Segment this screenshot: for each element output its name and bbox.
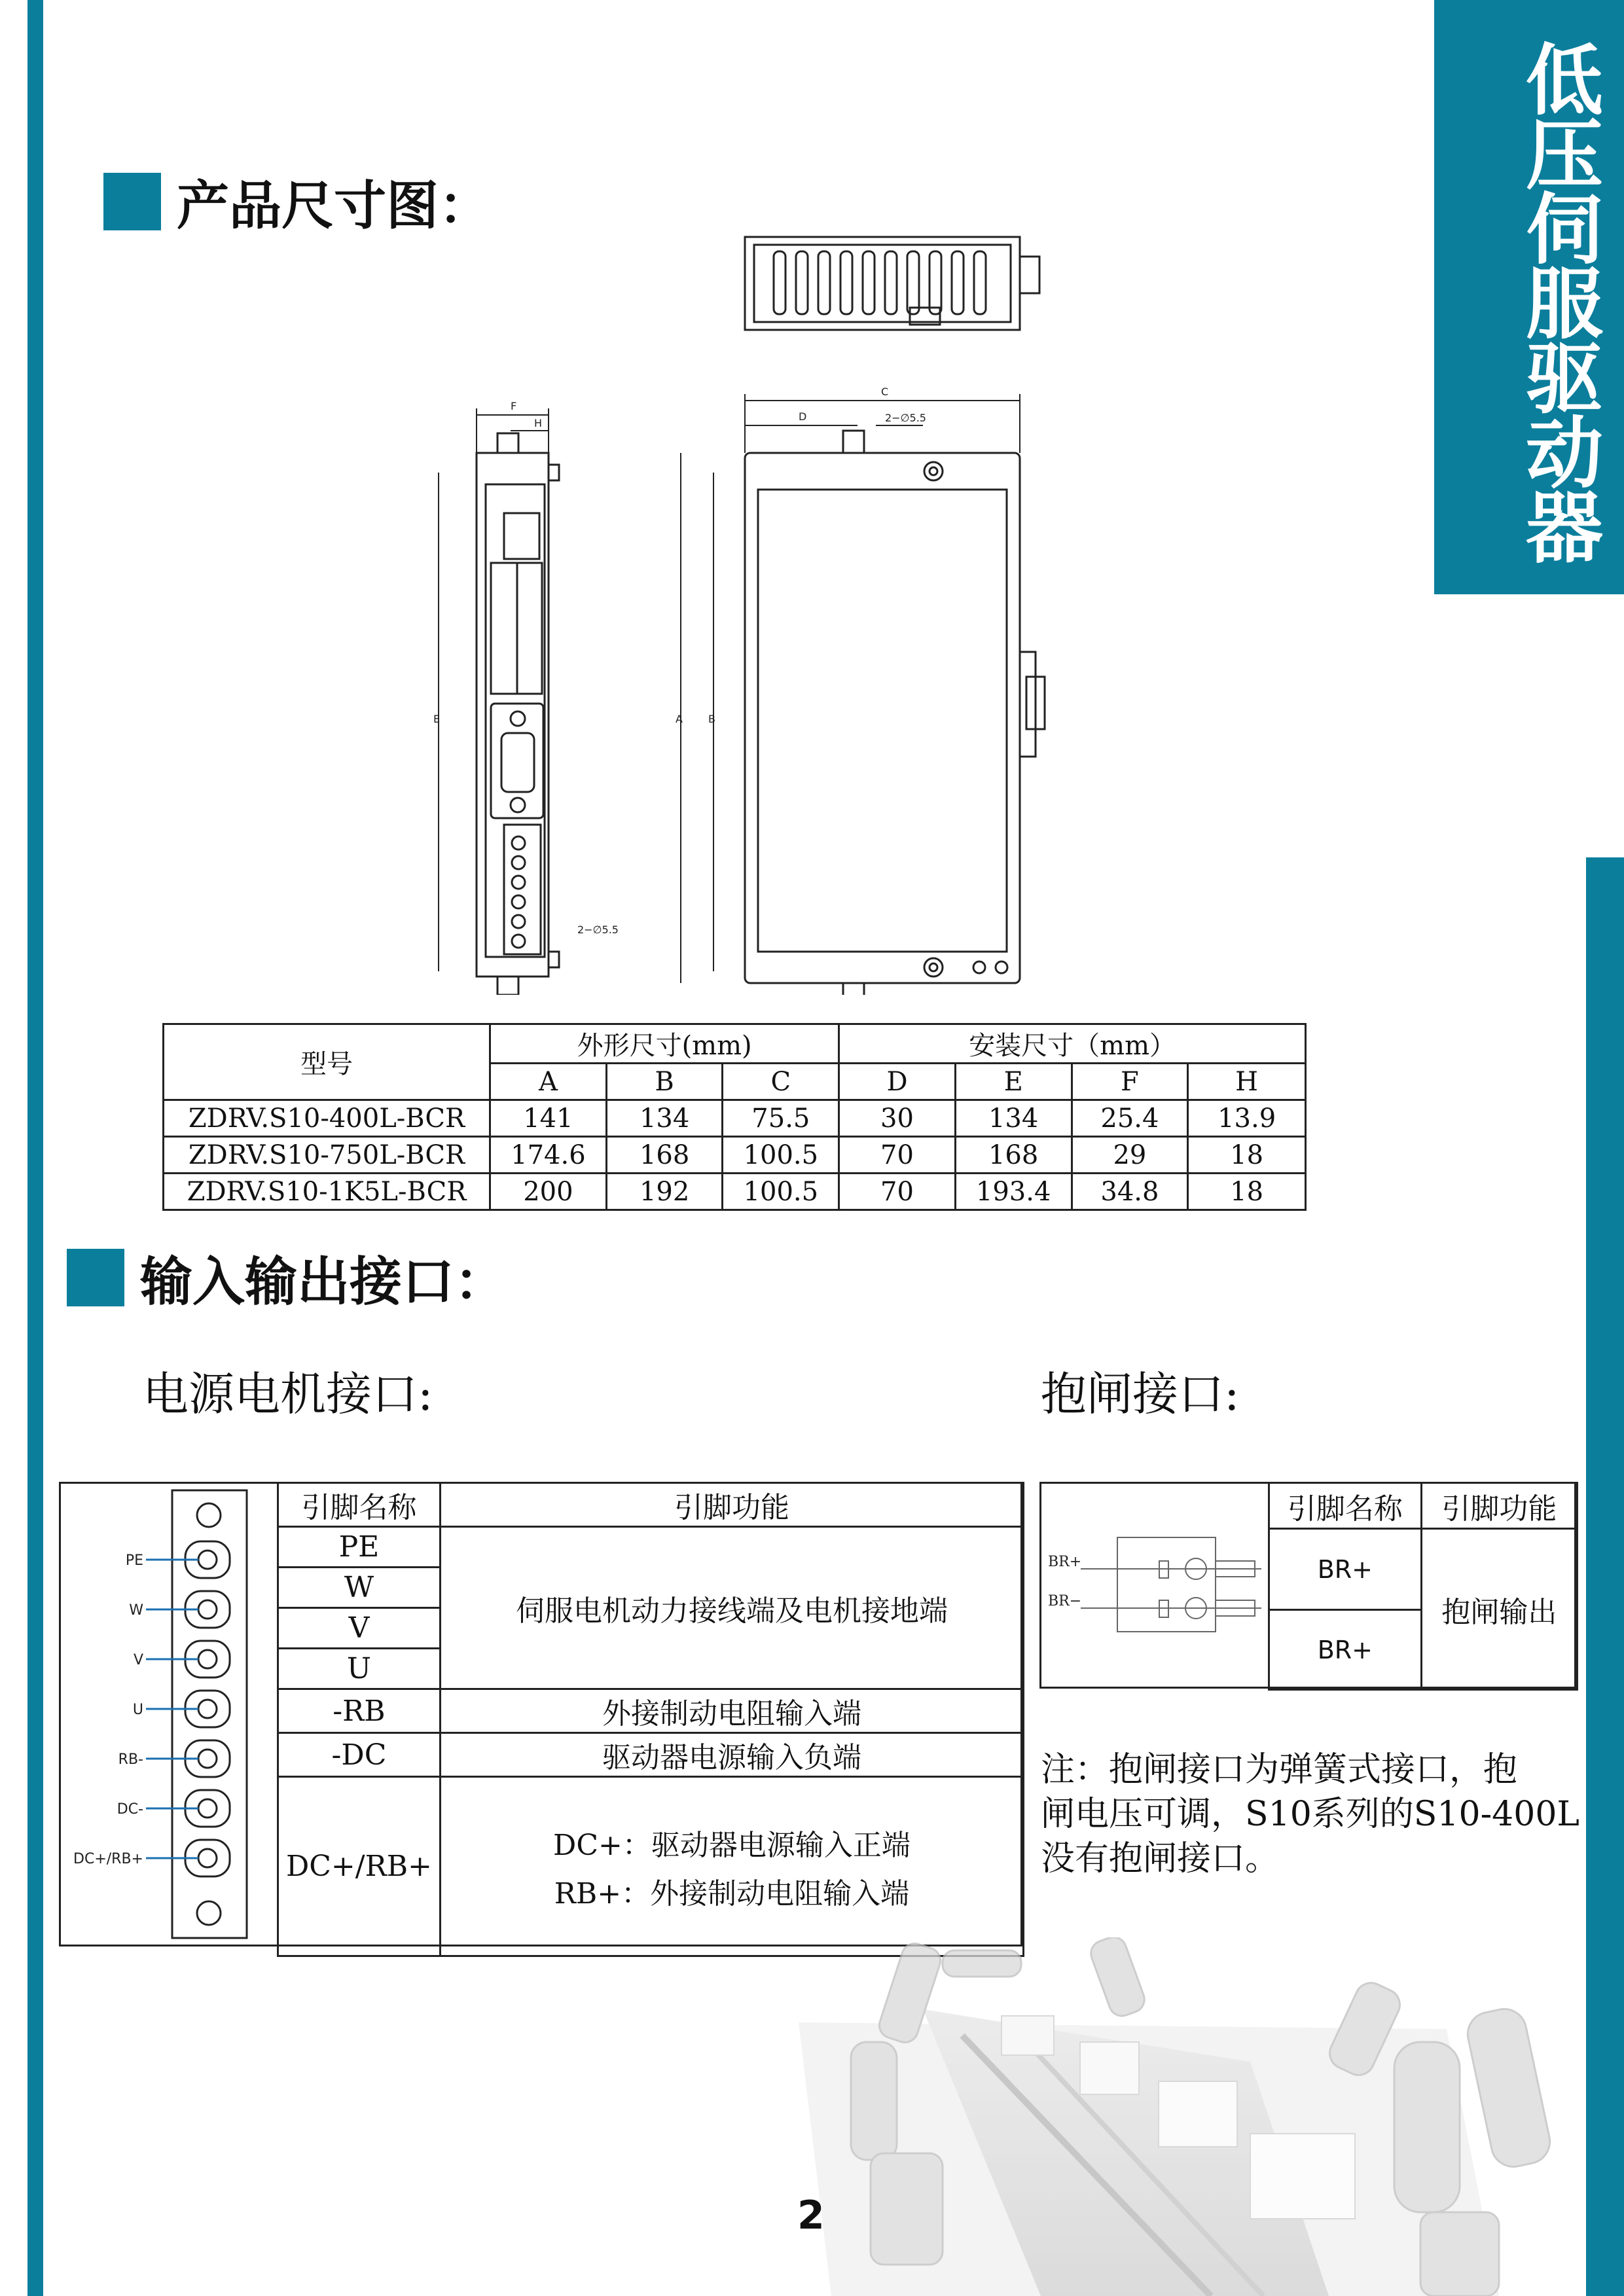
brake-connector-drawing (1041, 1484, 1269, 1687)
note-line: 闸电压可调，S10系列的S10-400L (1041, 1795, 1579, 1834)
dimension-drawing (406, 223, 1074, 995)
col-header: E (955, 1064, 1072, 1100)
table-cell: 168 (955, 1137, 1072, 1174)
pin-name-header: 引脚名称 (278, 1483, 441, 1527)
table-cell: 193.4 (955, 1174, 1072, 1210)
pin-name: PE (278, 1527, 441, 1568)
table-cell: 192 (606, 1174, 723, 1210)
table-cell: 18 (1188, 1174, 1306, 1210)
col-header: B (606, 1064, 723, 1100)
table-cell: 134 (955, 1100, 1072, 1137)
table-cell: 174.6 (490, 1137, 607, 1174)
page-number: 2 (797, 2193, 825, 2238)
col-header: H (1188, 1064, 1306, 1100)
table-cell: 70 (839, 1174, 956, 1210)
power-interface-box (59, 1482, 1022, 1946)
table-cell: 34.8 (1072, 1174, 1188, 1210)
dim-label-c: C (881, 386, 889, 398)
side-tab-title: 低压伺服驱动器 (1513, 39, 1603, 562)
table-cell-model: ZDRV.S10-1K5L-BCR (164, 1174, 490, 1210)
top-view-fins (774, 251, 986, 314)
brake-interface-title: 抱闸接口: (1041, 1367, 1240, 1421)
table-row (164, 1137, 1306, 1174)
table-cell: 100.5 (723, 1137, 839, 1174)
side-tab (1434, 0, 1624, 594)
pin-name: -DC (278, 1733, 441, 1777)
dim-label-h: H (534, 417, 543, 429)
heading-square-icon (103, 173, 161, 230)
pin-name: V (278, 1608, 441, 1649)
dim-label-f: F (511, 400, 517, 412)
table-cell: 30 (839, 1100, 956, 1137)
connector-label: DC+/RB+ (73, 1851, 143, 1867)
note-line: 没有抱闸接口。 (1041, 1839, 1280, 1878)
pin-function-line: RB+：外接制动电阻输入端 (554, 1876, 910, 1910)
dim-label-a: A (676, 713, 683, 725)
power-connector-drawing (61, 1484, 277, 1945)
table-cell: 100.5 (723, 1174, 839, 1210)
dim-label-hole-top: 2−∅5.5 (885, 412, 926, 424)
brake-pin-table (1268, 1482, 1578, 1691)
connector-label: V (133, 1652, 143, 1668)
io-heading-text: 输入输出接口： (140, 1251, 507, 1312)
brake-diagram-label: BR− (1048, 1593, 1082, 1609)
side-view-panel (758, 490, 1007, 952)
dim-label-hole-side: 2−∅5.5 (577, 924, 619, 936)
table-row (164, 1174, 1306, 1210)
pin-name: -RB (278, 1689, 441, 1733)
left-accent-bar (27, 0, 43, 2296)
pin-name-header: 引脚名称 (1269, 1483, 1422, 1529)
header-install: 安装尺寸（mm） (839, 1024, 1306, 1064)
brake-note (1041, 1748, 1584, 1881)
dimension-table (162, 1023, 1307, 1211)
robot-conveyor-illustration (792, 1937, 1584, 2296)
col-header: D (839, 1064, 956, 1100)
brake-diagram-label: BR+ (1048, 1554, 1082, 1570)
table-cell: 25.4 (1072, 1100, 1188, 1137)
connector-label: PE (125, 1552, 143, 1569)
table-cell-model: ZDRV.S10-400L-BCR (164, 1100, 490, 1137)
brake-interface-box (1039, 1482, 1576, 1689)
connector-label: U (132, 1702, 143, 1718)
pin-function: 抱闸输出 (1421, 1529, 1577, 1690)
pin-name: DC+/RB+ (278, 1777, 441, 1956)
pin-name: W (278, 1568, 441, 1608)
connector-label: RB- (118, 1751, 143, 1768)
dim-label-b: B (708, 713, 715, 725)
dim-label-d: D (799, 410, 807, 423)
table-cell: 134 (606, 1100, 723, 1137)
header-outer: 外形尺寸(mm) (490, 1024, 839, 1064)
table-cell: 13.9 (1188, 1100, 1306, 1137)
table-row (164, 1100, 1306, 1137)
note-line: 注：抱闸接口为弹簧式接口，抱 (1041, 1750, 1518, 1789)
dim-label-e: E (433, 713, 441, 725)
table-cell: 70 (839, 1137, 956, 1174)
pin-function-header: 引脚功能 (1421, 1483, 1577, 1529)
heading-square-icon (67, 1249, 124, 1306)
pin-function: 驱动器电源输入负端 (440, 1733, 1023, 1777)
connector-label: W (129, 1602, 143, 1619)
pin-function-line: DC+：驱动器电源输入正端 (553, 1828, 911, 1862)
table-cell: 75.5 (723, 1100, 839, 1137)
table-cell: 200 (490, 1174, 607, 1210)
table-cell: 29 (1072, 1137, 1188, 1174)
power-pin-table (277, 1482, 1024, 1957)
table-cell: 18 (1188, 1137, 1306, 1174)
power-interface-title: 电源电机接口: (143, 1367, 433, 1421)
col-header: A (490, 1064, 607, 1100)
col-header: F (1072, 1064, 1188, 1100)
io-heading (67, 1240, 507, 1315)
side-view-outline (745, 453, 1020, 983)
right-accent-bar (1586, 857, 1624, 2296)
pin-name: BR+ (1269, 1529, 1422, 1610)
table-cell: 141 (490, 1100, 607, 1137)
pin-function-header: 引脚功能 (440, 1483, 1023, 1527)
col-header: C (723, 1064, 839, 1100)
pin-function: 外接制动电阻输入端 (440, 1689, 1023, 1733)
table-cell: 168 (606, 1137, 723, 1174)
pin-name: BR+ (1269, 1610, 1422, 1690)
dimensions-heading-text: 产品尺寸图： (177, 175, 491, 236)
connector-label: DC- (117, 1801, 143, 1818)
pin-function: 伺服电机动力接线端及电机接地端 (440, 1527, 1023, 1689)
table-cell-model: ZDRV.S10-750L-BCR (164, 1137, 490, 1174)
header-model: 型号 (164, 1024, 490, 1100)
pin-function (440, 1777, 1023, 1956)
pin-name: U (278, 1649, 441, 1689)
